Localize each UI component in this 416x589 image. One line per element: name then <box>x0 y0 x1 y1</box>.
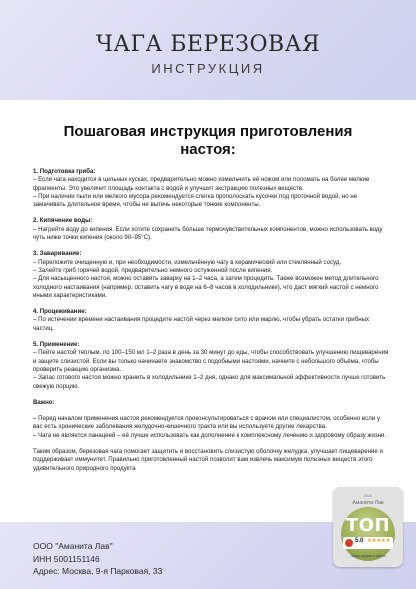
badge-year: 2024 <box>364 494 372 498</box>
section-text: – Для насыщенного настоя, можно оставить заварку на 1–2 часа, а затем процедить. Также возможен метод длительного холодного настаивания (например, оставить чагу в воде на 6–8 часов в холодильнике), что даст мягкий настой с немного иными характеристиками. <box>33 275 379 299</box>
section-text: – Запас готового настоя можно хранить в холодильнике 1–2 дня, однако для максимальной эффективности лучше готовить свежую порцию. <box>33 374 386 390</box>
section-heading: 4. Процеживание: <box>33 308 87 316</box>
section-text: – По истечении времени настаивания процедите настой через мелкое сито или марлю, чтобы убрать остатки грибных частиц. <box>33 316 369 332</box>
company-inn: ИНН 5001151146 <box>33 553 100 564</box>
section-heading: Важно: <box>33 398 55 406</box>
section-heading: 2. Кипячение воды: <box>33 217 93 225</box>
section-important <box>33 399 389 440</box>
header-banner <box>0 0 416 100</box>
section-heading: 5. Применение: <box>33 341 80 349</box>
section-text: – Чага не является панацеей – её лучше использовать как дополнение к комплексному лечению и здоровому образу жизни. <box>33 431 387 439</box>
badge-brand: Аманита Лав <box>352 500 384 506</box>
instruction-body <box>33 168 389 481</box>
section-preparation <box>33 168 389 209</box>
company-address: Адрес: Москва, 9-я Парковая, 33 <box>33 566 163 576</box>
section-text: – Переложите очищенную и, при необходимости, измельчённую чагу в керамический или стеклянный сосуд. <box>33 258 342 266</box>
top-seller-badge <box>333 487 403 567</box>
section-text: – Залейте гриб горячей водой, предварительно немного остуженной после кипения. <box>33 266 273 274</box>
company-info <box>33 540 162 578</box>
section-heading: 1. Подготовка гриба: <box>33 168 96 175</box>
star-rating-icon: ★★★★★ <box>367 538 391 544</box>
badge-top-label: ТОП <box>345 515 391 536</box>
section-text: – При наличии пыли или мелкого мусора рекомендуется слегка прополоскать кусочки под проточной водой, но не замачивать длительное время, чтобы не вытечь некоторые тонкие компоненты. <box>33 192 358 209</box>
marketplace-logo-icon <box>345 539 353 547</box>
instruction-heading: Пошаговая инструкция приготовления настоя: <box>63 123 353 158</box>
section-conclusion <box>33 448 389 473</box>
section-straining <box>33 308 389 333</box>
section-boiling <box>33 217 389 242</box>
section-text: – Если чага находится в цельных кусках, предварительно можно измельчить её ножом или поломать на более мелкие фрагменты. Это увеличит площадь контакта с водой и улучшит экстракцию полезных веществ. <box>33 176 370 192</box>
section-brewing <box>33 250 389 300</box>
document-subtitle: ИНСТРУКЦИЯ <box>151 61 265 76</box>
section-heading: 3. Заваривание: <box>33 250 82 258</box>
section-usage <box>33 341 389 391</box>
section-text: – Перед началом применения настоя рекомендуется проконсультироваться с врачом или специалистом, особенно если у вас есть хронические заболевания желудочно-кишечного тракта или вы используете другие лекарства. <box>33 415 380 431</box>
conclusion-text: Таким образом, березовая чага помогает защитить и восстановить слизистую оболочку желудка, улучшает пищеварение и поддерживает иммунитет. Правильно приготовленный настой позволит вам извлечь максимум полезных веществ этого удивительного природного продукта <box>33 448 383 472</box>
section-text: – Нагрейте воду до кипения. Если хотите сохранить больше термочувствительных компонентов, можно использовать воду чуть ниже точки кипения (около 90–95°С). <box>33 225 383 242</box>
badge-rating-panel <box>343 537 393 549</box>
section-text: – Пейте настой теплым, по 100–150 мл 1–2 раза в день за 30 минут до еды, чтобы способствовать улучшению пищеварения и защите слизистой. Если вы только начинаете знакомство с подобными настоями, начните с небольшого объёма, чтобы проверить реакцию организма. <box>33 349 389 373</box>
document-title: ЧАГА БЕРЕЗОВАЯ <box>95 32 321 57</box>
badge-caption: Лидер продаж в сфере <box>350 554 386 558</box>
company-name: ООО "Аманита Лав" <box>33 541 113 551</box>
badge-rating: 5.0 <box>355 538 364 544</box>
